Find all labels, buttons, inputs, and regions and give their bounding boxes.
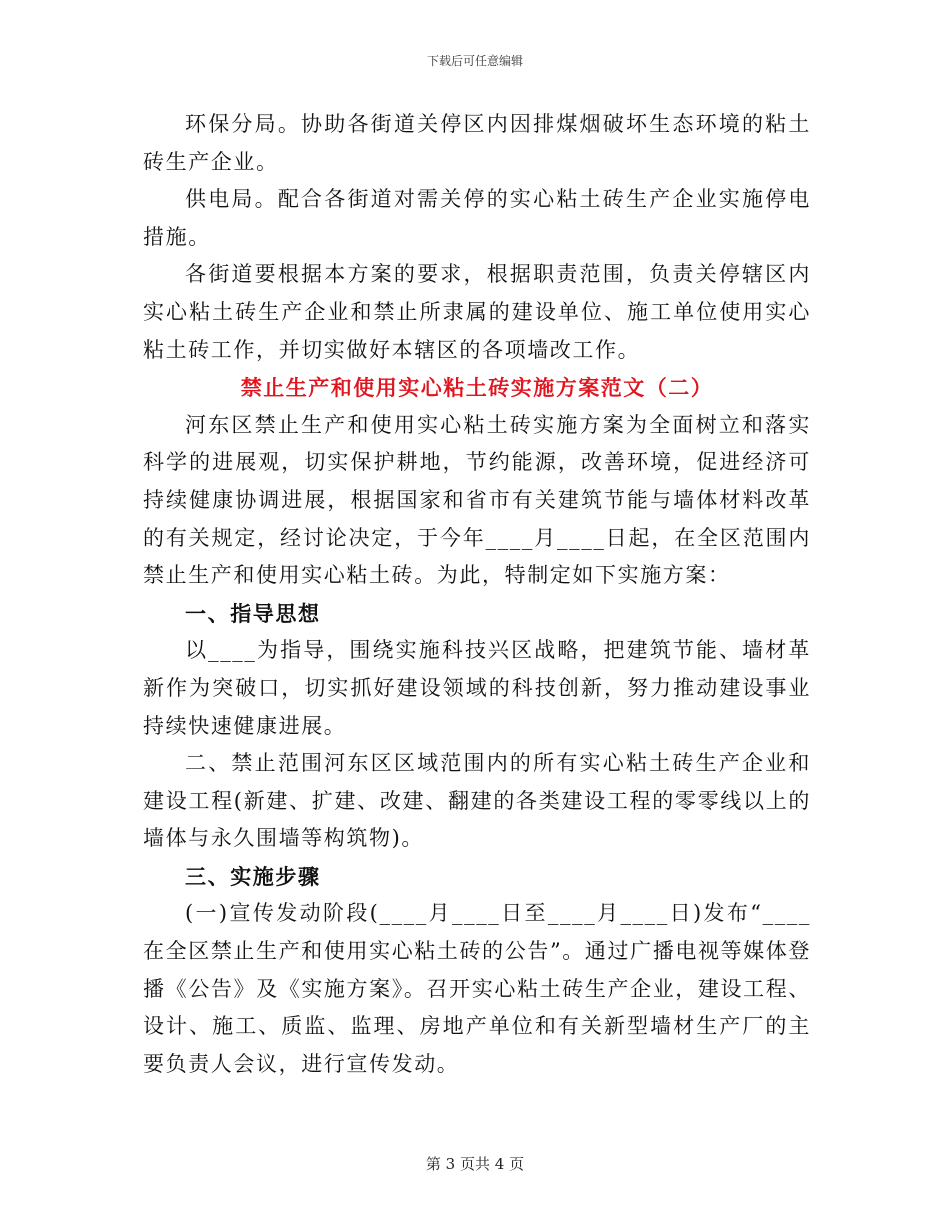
paragraph-intro: 河东区禁止生产和使用实心粘土砖实施方案为全面树立和落实科学的进展观，切实保护耕地，节约能源，改善环境，促进经济可持续健康协调进展，根据国家和省市有关建筑节能与墙体材料改革的有关规定，经讨论决定，于今年____月____日起，在全区范围内禁止生产和使用实心粘土砖。为此，特制定如下实施方案： bbox=[143, 412, 811, 588]
heading-implementation-steps: 三、实施步骤 bbox=[185, 863, 321, 889]
heading-guiding-ideology: 一、指导思想 bbox=[185, 600, 321, 626]
paragraph-environment-bureau: 环保分局。协助各街道关停区内因排煤烟破坏生态环境的粘土砖生产企业。 bbox=[143, 112, 811, 174]
paragraph-streets: 各街道要根据本方案的要求，根据职责范围，负责关停辖区内实心粘土砖生产企业和禁止所隶属的建设单位、施工单位使用实心粘土砖工作，并切实做好本辖区的各项墙改工作。 bbox=[143, 262, 811, 362]
paragraph-guiding-ideology: 以____为指导，围绕实施科技兴区战略，把建筑节能、墙材革新作为突破口，切实抓好建设领域的科技创新，努力推动建设事业持续快速健康进展。 bbox=[143, 638, 811, 738]
page-header: 下载后可任意编辑 bbox=[426, 54, 523, 68]
page-footer: 第 3 页共 4 页 bbox=[425, 1155, 525, 1173]
paragraph-publicity-stage: (一)宣传发动阶段(____月____日至____月____日)发布“____在全区禁止生产和使用实心粘土砖的公告”。通过广播电视等媒体登播《公告》及《实施方案》。召开实心粘土砖生产企业，建设工程、设计、施工、质监、监理、房地产单位和有关新型墙材生产厂的主要负责人会议，进行宣传发动。 bbox=[143, 901, 811, 1076]
paragraph-power-bureau: 供电局。配合各街道对需关停的实心粘土砖生产企业实施停电措施。 bbox=[143, 187, 811, 249]
section-title: 禁止生产和使用实心粘土砖实施方案范文（二） bbox=[240, 375, 714, 401]
paragraph-prohibition-scope: 二、禁止范围河东区区域范围内的所有实心粘土砖生产企业和建设工程(新建、扩建、改建、翻建的各类建设工程的零零线以上的墙体与永久围墙等构筑物)。 bbox=[143, 751, 811, 851]
document-body bbox=[143, 106, 811, 1083]
